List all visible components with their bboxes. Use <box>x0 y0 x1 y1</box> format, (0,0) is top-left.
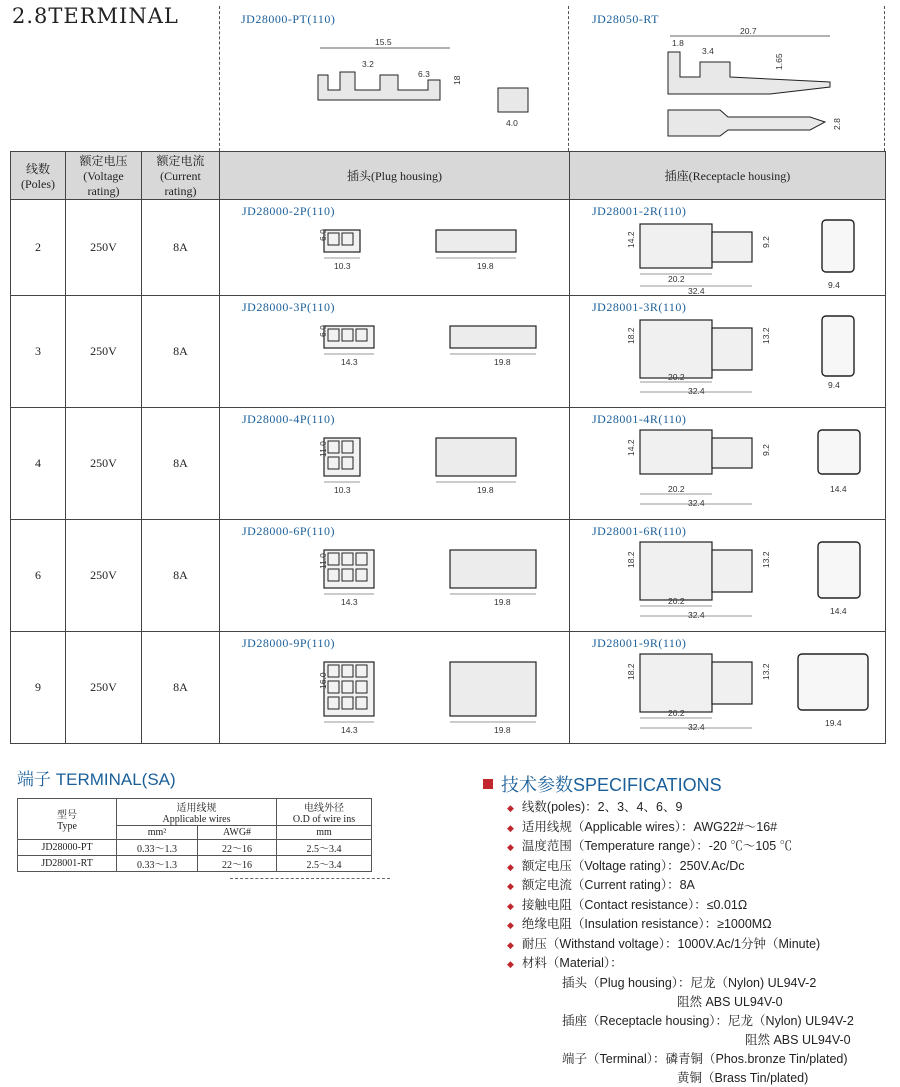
pt-dim-w: 4.0 <box>506 118 518 128</box>
header-voltage: 额定电压 (Voltage rating) <box>66 152 142 200</box>
cell-poles: 3 <box>11 296 66 408</box>
receptacle-part-code: JD28001-2R(110) <box>592 204 687 218</box>
spec-item: ◆ 温度范围（Temperature range）：-20 ℃～105 ℃ <box>507 839 793 853</box>
sa-header-wires: 适用线规 Applicable wires <box>117 799 277 826</box>
rec-dim-h: 14.2 <box>626 439 636 456</box>
specs-list <box>507 797 897 1087</box>
diamond-icon: ◆ <box>507 959 514 969</box>
table-row <box>11 200 886 296</box>
spec-item: ◆ 额定电流（Current rating）：8A <box>507 878 695 892</box>
rec-dim-h2: 9.2 <box>761 444 771 456</box>
rec-dim-face: 14.4 <box>830 606 847 616</box>
cell-current: 8A <box>142 632 220 744</box>
rec-dim-body: 20.2 <box>668 274 685 284</box>
diamond-icon: ◆ <box>507 881 514 891</box>
diamond-icon: ◆ <box>507 803 514 813</box>
diamond-icon: ◆ <box>507 842 514 852</box>
plug-dim-h: 11.0 <box>318 441 328 457</box>
receptacle-part-code: JD28001-4R(110) <box>592 412 687 426</box>
rec-dim-total: 32.4 <box>688 498 705 508</box>
plug-part-code: JD28000-9P(110) <box>242 636 336 650</box>
divider <box>230 878 390 879</box>
sa-header-type: 型号 Type <box>18 799 117 840</box>
cell-voltage: 250V <box>66 520 142 632</box>
plug-housing-drawing <box>220 632 565 742</box>
plug-part-code: JD28000-6P(110) <box>242 524 336 538</box>
pt-terminal-drawing <box>300 30 540 140</box>
plug-dim-w: 14.3 <box>341 725 358 735</box>
plug-dim-l: 19.8 <box>477 261 494 271</box>
cell-poles: 2 <box>11 200 66 296</box>
rec-dim-total: 32.4 <box>688 386 705 396</box>
specs-title: 技术参数SPECIFICATIONS <box>483 771 722 797</box>
rt-dim-a: 1.8 <box>672 38 684 48</box>
rec-dim-h: 18.2 <box>626 663 636 680</box>
sa-awg: 22～16 <box>198 840 277 856</box>
cell-voltage: 250V <box>66 200 142 296</box>
plug-dim-h: 6.0 <box>318 229 328 241</box>
plug-dim-w: 10.3 <box>334 261 351 271</box>
rt-dim-w: 2.8 <box>832 118 842 130</box>
rec-dim-body: 20.2 <box>668 708 685 718</box>
sa-header-mm: mm <box>277 826 372 840</box>
rec-dim-total: 32.4 <box>688 610 705 620</box>
table-row <box>11 520 886 632</box>
sa-header-awg: AWG# <box>198 826 277 840</box>
rt-dim-length: 20.7 <box>740 26 757 36</box>
material-terminal-brass: 黄铜（Brass Tin/plated) <box>677 1070 809 1085</box>
cell-voltage: 250V <box>66 408 142 520</box>
spec-item: ◆ 接触电阻（Contact resistance）：≤0.01Ω <box>507 897 748 912</box>
material-receptacle: 插座（Receptacle housing）：尼龙（Nylon) UL94V-2 <box>562 1013 854 1028</box>
table-row <box>11 408 886 520</box>
header-poles: 线数 (Poles) <box>11 152 66 200</box>
rec-dim-h: 18.2 <box>626 551 636 568</box>
receptacle-housing-drawing <box>570 296 885 406</box>
plug-housing-drawing <box>220 408 565 518</box>
receptacle-housing-drawing <box>570 408 885 518</box>
diamond-icon: ◆ <box>507 861 514 872</box>
rt-terminal-drawing <box>660 22 870 144</box>
divider <box>884 6 885 151</box>
sa-type: JD28001-RT <box>18 856 117 872</box>
diamond-icon: ◆ <box>507 920 514 930</box>
sa-od: 2.5～3.4 <box>277 840 372 856</box>
pt-dim-b: 6.3 <box>418 69 430 79</box>
plug-housing-drawing <box>220 520 565 630</box>
plug-part-code: JD28000-4P(110) <box>242 412 336 426</box>
plug-dim-l: 19.8 <box>494 357 511 367</box>
rt-dim-b: 3.4 <box>702 46 714 56</box>
sa-header-od: 电线外径 O.D of wire ins <box>277 799 372 826</box>
divider <box>219 6 220 151</box>
cell-voltage: 250V <box>66 296 142 408</box>
rec-dim-h2: 13.2 <box>761 663 771 680</box>
spec-item: ◆ 绝缘电阻（Insulation resistance）：≥1000MΩ <box>507 917 772 931</box>
receptacle-housing-drawing <box>570 632 885 742</box>
cell-plug <box>220 296 570 408</box>
connector-table <box>10 151 886 744</box>
rec-dim-face: 14.4 <box>830 484 847 494</box>
rec-dim-h2: 13.2 <box>761 327 771 344</box>
pt-dim-length: 15.5 <box>375 37 392 47</box>
cell-receptacle <box>570 408 886 520</box>
plug-dim-l: 19.8 <box>494 725 511 735</box>
cell-plug <box>220 408 570 520</box>
sa-mm2: 0.33～1.3 <box>117 840 198 856</box>
cell-receptacle <box>570 200 886 296</box>
plug-dim-l: 19.8 <box>494 597 511 607</box>
rec-dim-h: 18.2 <box>626 327 636 344</box>
divider <box>568 6 569 151</box>
rec-dim-total: 32.4 <box>688 722 705 732</box>
plug-dim-l: 19.8 <box>477 485 494 495</box>
material-receptacle-abs: 阻然 ABS UL94V-0 <box>745 1032 851 1047</box>
material-plug: 插头（Plug housing）：尼龙（Nylon) UL94V-2 <box>562 975 817 990</box>
cell-current: 8A <box>142 520 220 632</box>
diamond-icon: ◆ <box>507 900 514 911</box>
cell-receptacle <box>570 632 886 744</box>
cell-current: 8A <box>142 200 220 296</box>
table-row <box>11 632 886 744</box>
cell-plug <box>220 200 570 296</box>
cell-receptacle <box>570 296 886 408</box>
rec-dim-body: 20.2 <box>668 596 685 606</box>
receptacle-housing-drawing <box>570 520 885 630</box>
sa-awg: 22～16 <box>198 856 277 872</box>
material-plug-abs: 阻然 ABS UL94V-0 <box>677 994 783 1009</box>
sa-mm2: 0.33～1.3 <box>117 856 198 872</box>
cell-poles: 6 <box>11 520 66 632</box>
cell-receptacle <box>570 520 886 632</box>
part-code-pt: JD28000-PT(110) <box>241 12 336 26</box>
sa-od: 2.5～3.4 <box>277 856 372 872</box>
plug-dim-w: 10.3 <box>334 485 351 495</box>
terminal-sa-table <box>17 798 372 872</box>
cell-plug <box>220 632 570 744</box>
plug-housing-drawing <box>220 296 565 406</box>
pt-dim-h: 18 <box>452 75 462 85</box>
receptacle-part-code: JD28001-6R(110) <box>592 524 687 538</box>
rec-dim-face: 9.4 <box>828 380 840 390</box>
plug-dim-w: 14.3 <box>341 357 358 367</box>
plug-housing-drawing <box>220 200 565 310</box>
cell-poles: 4 <box>11 408 66 520</box>
diamond-icon: ◆ <box>507 939 514 950</box>
rec-dim-face: 19.4 <box>825 718 842 728</box>
plug-dim-h: 11.0 <box>318 553 328 569</box>
table-row <box>18 856 372 872</box>
plug-part-code: JD28000-3P(110) <box>242 300 336 314</box>
receptacle-housing-drawing <box>570 200 885 310</box>
cell-voltage: 250V <box>66 632 142 744</box>
material-terminal: 端子（Terminal）：磷青铜（Phos.bronze Tin/plated) <box>562 1051 848 1066</box>
sa-header-mm2: mm² <box>117 826 198 840</box>
diamond-icon: ◆ <box>507 822 514 833</box>
plug-dim-h: 16.0 <box>318 672 328 689</box>
bullet-square-icon <box>483 779 493 789</box>
table-row <box>18 840 372 856</box>
part-code-rt: JD28050-RT <box>592 12 659 26</box>
plug-part-code: JD28000-2P(110) <box>242 204 336 218</box>
receptacle-part-code: JD28001-9R(110) <box>592 636 687 650</box>
spec-item: ◆ 线数(poles)：2、3、4、6、9 <box>507 800 683 814</box>
header-current: 额定电流 (Current rating) <box>142 152 220 200</box>
cell-poles: 9 <box>11 632 66 744</box>
cell-current: 8A <box>142 408 220 520</box>
page-title: 2.8TERMINAL <box>12 4 179 28</box>
rec-dim-h2: 13.2 <box>761 551 771 568</box>
spec-item: ◆ 材料（Material）： <box>507 956 623 970</box>
spec-item: ◆ 适用线规（Applicable wires）：AWG22#～16# <box>507 819 778 834</box>
plug-dim-w: 14.3 <box>341 597 358 607</box>
cell-plug <box>220 520 570 632</box>
rec-dim-body: 20.2 <box>668 372 685 382</box>
rec-dim-h2: 9.2 <box>761 236 771 248</box>
header-plug: 插头(Plug housing) <box>220 152 570 200</box>
table-header-row <box>11 152 886 200</box>
sa-type: JD28000-PT <box>18 840 117 856</box>
rt-dim-h: 1.65 <box>774 53 784 70</box>
receptacle-part-code: JD28001-3R(110) <box>592 300 687 314</box>
rec-dim-total: 32.4 <box>688 286 705 296</box>
plug-dim-h: 6.0 <box>318 325 328 337</box>
rec-dim-face: 9.4 <box>828 280 840 290</box>
spec-item: ◆ 耐压（Withstand voltage）：1000V.Ac/1分钟（Minute) <box>507 936 821 951</box>
header-receptacle: 插座(Receptacle housing) <box>570 152 886 200</box>
spec-item: ◆ 额定电压（Voltage rating）：250V.Ac/Dc <box>507 858 745 873</box>
sa-header-row <box>18 799 372 826</box>
rec-dim-h: 14.2 <box>626 231 636 248</box>
sa-title: 端子 TERMINAL(SA) <box>17 770 176 789</box>
table-row <box>11 296 886 408</box>
rec-dim-body: 20.2 <box>668 484 685 494</box>
cell-current: 8A <box>142 296 220 408</box>
pt-dim-a: 3.2 <box>362 59 374 69</box>
